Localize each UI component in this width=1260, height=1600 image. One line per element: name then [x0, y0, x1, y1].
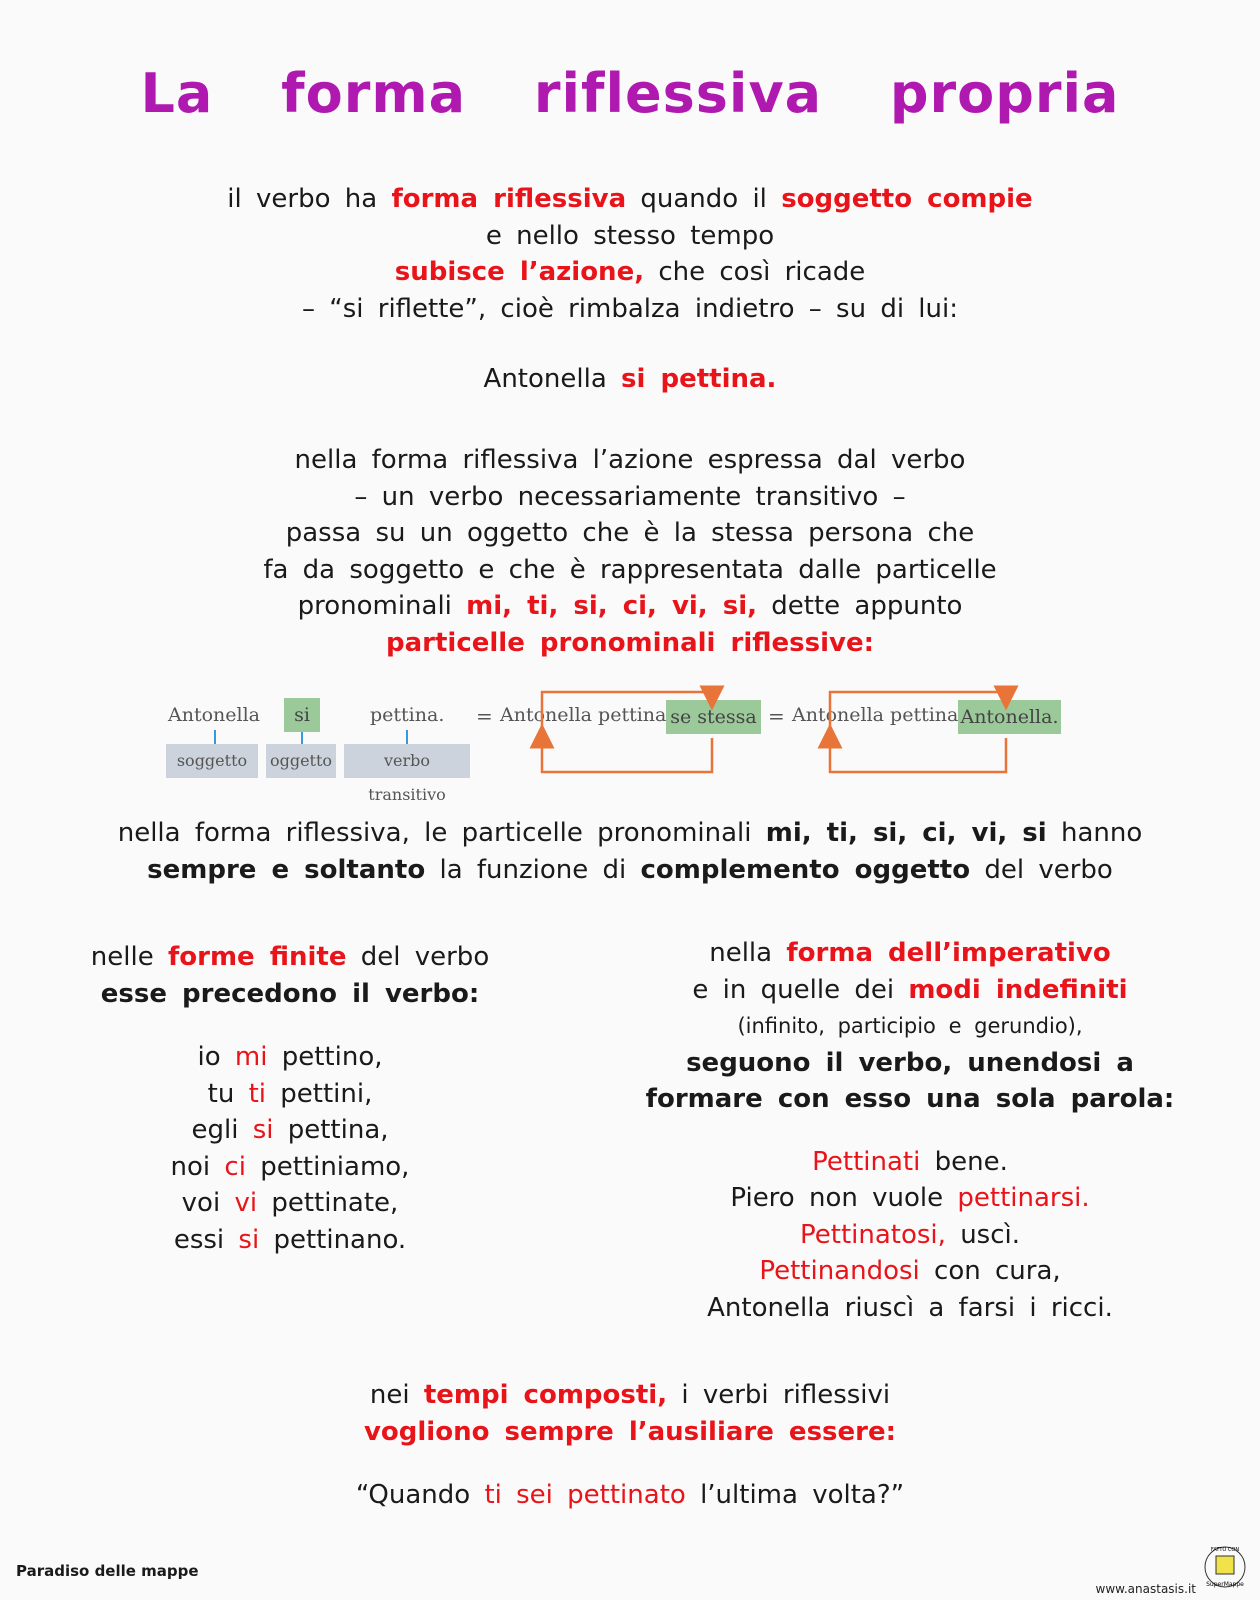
highlight-forma-riflessiva: forma riflessiva	[391, 184, 627, 214]
example-red: Pettinati	[812, 1146, 921, 1177]
conjugation-list	[20, 1039, 560, 1258]
conjugation-particle: si	[238, 1224, 260, 1255]
diagram-box-subject: soggetto	[166, 744, 258, 778]
highlight-particles: mi, ti, si, ci, vi, si,	[466, 591, 757, 621]
highlight-modi-indefiniti: modi indefiniti	[908, 974, 1128, 1005]
diagram-word-subject: Antonella	[168, 704, 260, 726]
example-text: bene.	[934, 1146, 1008, 1177]
conjugation-pronoun: tu	[207, 1078, 235, 1109]
example-text: uscì.	[960, 1219, 1020, 1250]
conjugation-particle: ci	[224, 1151, 246, 1182]
conjugation-verb: pettino,	[281, 1042, 383, 1072]
example-verb: si pettina.	[621, 364, 777, 394]
conjugation-particle: mi	[234, 1042, 268, 1072]
conjugation-pronoun: voi	[181, 1188, 221, 1218]
bold-sempre-soltanto: sempre e soltanto	[147, 854, 426, 885]
highlight-imperativo: forma dell’imperativo	[786, 938, 1111, 968]
conjugation-verb: pettini,	[280, 1078, 373, 1109]
example-line: Antonella riuscì a farsi i ricci.	[707, 1292, 1113, 1323]
diagram-end-text: Antonella pettina	[792, 704, 959, 726]
particles-text: la funzione di	[439, 854, 627, 885]
example-subject: Antonella	[483, 364, 607, 394]
intro-text: il verbo ha	[227, 184, 378, 214]
particles-function	[0, 815, 1260, 888]
conjugation-pronoun: io	[197, 1042, 221, 1072]
particles-text: del verbo	[984, 854, 1113, 885]
explain-line: nella forma riflessiva l’azione espressa dal verbo	[294, 445, 966, 475]
intro-text: che così ricade	[658, 257, 866, 287]
conjugation-verb: pettina,	[287, 1115, 389, 1145]
left-heading: esse precedono il verbo:	[100, 978, 480, 1009]
quote-red: ti sei pettinato	[484, 1480, 686, 1510]
conjugation-row	[20, 1185, 560, 1222]
right-text: e in quelle dei	[692, 974, 895, 1005]
example-red: pettinarsi.	[957, 1183, 1090, 1213]
highlight-ausiliare-essere: vogliono sempre l’ausiliare essere:	[363, 1416, 897, 1447]
example-text: Piero non vuole	[730, 1183, 944, 1213]
diagram-mid-box: se stessa	[666, 700, 761, 734]
diagram-equals: =	[476, 704, 493, 728]
explanation	[0, 442, 1260, 661]
conjugation-row	[20, 1112, 560, 1149]
diagram-box-object: oggetto	[266, 744, 336, 778]
conjugation-particle: vi	[234, 1188, 258, 1218]
diagram-mid-text: Antonella pettina	[500, 704, 667, 726]
explain-text: dette appunto	[771, 591, 963, 621]
right-heading: formare con esso una sola parola:	[645, 1084, 1175, 1114]
explain-text: pronominali	[297, 591, 452, 621]
intro-text: quando il	[640, 184, 767, 214]
svg-text:FATTO CON: FATTO CON	[1210, 1547, 1240, 1553]
bold-particles: mi, ti, si, ci, vi, si	[765, 818, 1047, 848]
quote-text: “Quando	[355, 1480, 471, 1510]
particles-text: hanno	[1060, 818, 1143, 848]
conjugation-row	[20, 1222, 560, 1259]
diagram-equals: =	[768, 704, 785, 728]
reflexive-arrows	[160, 684, 1100, 804]
explain-line: – un verbo necessariamente transitivo –	[354, 481, 906, 512]
highlight-soggetto-compie: soggetto compie	[781, 184, 1033, 214]
right-heading: seguono il verbo, unendosi a	[686, 1047, 1134, 1078]
diagram-end-box: Antonella.	[958, 700, 1061, 734]
arrow-mid-bottom	[542, 736, 712, 772]
compound-tenses	[0, 1377, 1260, 1514]
diagram-word-verb: pettina.	[370, 704, 445, 726]
conjugation-pronoun: egli	[191, 1115, 239, 1145]
bold-complemento-oggetto: complemento oggetto	[640, 854, 971, 885]
right-text: nella	[709, 938, 773, 968]
conjugation-verb: pettinate,	[271, 1188, 399, 1218]
highlight-particelle-riflessive: particelle pronominali riflessive:	[386, 627, 874, 658]
right-parenthetical: (infinito, participio e gerundio),	[737, 1014, 1083, 1038]
page-title: La forma riflessiva propria	[140, 62, 1120, 125]
explain-line: fa da soggetto e che è rappresentata dalle particelle	[263, 554, 997, 585]
example-text: con cura,	[934, 1256, 1061, 1286]
quote-text: l’ultima volta?”	[700, 1480, 905, 1510]
indefinite-forms-column	[610, 935, 1210, 1326]
finite-forms-column	[20, 939, 560, 1258]
arrow-end-bottom	[830, 736, 1006, 772]
composti-text: i verbi riflessivi	[681, 1380, 891, 1410]
diagram-word-particle: si	[284, 698, 320, 732]
composti-text: nei	[369, 1380, 410, 1410]
intro-line: – “si riflette”, cioè rimbalza indietro – su di lui:	[301, 293, 958, 324]
particles-text: nella forma riflessiva, le particelle pronominali	[117, 818, 752, 848]
conjugation-row	[20, 1039, 560, 1076]
intro-definition	[0, 181, 1260, 327]
footer-brand: Paradiso delle mappe	[16, 1562, 199, 1580]
footer-url[interactable]: www.anastasis.it	[1095, 1582, 1196, 1596]
arrow-mid-top	[542, 692, 712, 726]
example-sentence	[0, 361, 1260, 398]
intro-line: e nello stesso tempo	[485, 220, 775, 251]
highlight-forme-finite: forme finite	[167, 942, 347, 972]
conjugation-particle: si	[252, 1115, 274, 1145]
example-red: Pettinandosi	[759, 1256, 920, 1286]
conjugation-row	[20, 1149, 560, 1186]
conjugation-particle: ti	[248, 1078, 266, 1109]
conjugation-pronoun: essi	[173, 1224, 225, 1255]
conjugation-row	[20, 1076, 560, 1113]
highlight-tempi-composti: tempi composti,	[423, 1380, 668, 1410]
conjugation-pronoun: noi	[170, 1151, 211, 1182]
diagram-box-verb: verbo transitivo	[344, 744, 470, 778]
example-red: Pettinatosi,	[800, 1219, 946, 1250]
conjugation-verb: pettinano.	[273, 1224, 407, 1255]
supermappe-logo-icon	[1202, 1542, 1248, 1592]
highlight-subisce: subisce l’azione,	[394, 257, 645, 287]
left-text: nelle	[90, 942, 154, 972]
reflexive-diagram	[160, 684, 1100, 804]
arrow-end-top	[830, 692, 1006, 726]
left-text: del verbo	[360, 942, 490, 972]
explain-line: passa su un oggetto che è la stessa persona che	[285, 518, 975, 548]
conjugation-verb: pettiniamo,	[260, 1151, 410, 1182]
svg-text:SuperMappe: SuperMappe	[1206, 1581, 1244, 1588]
